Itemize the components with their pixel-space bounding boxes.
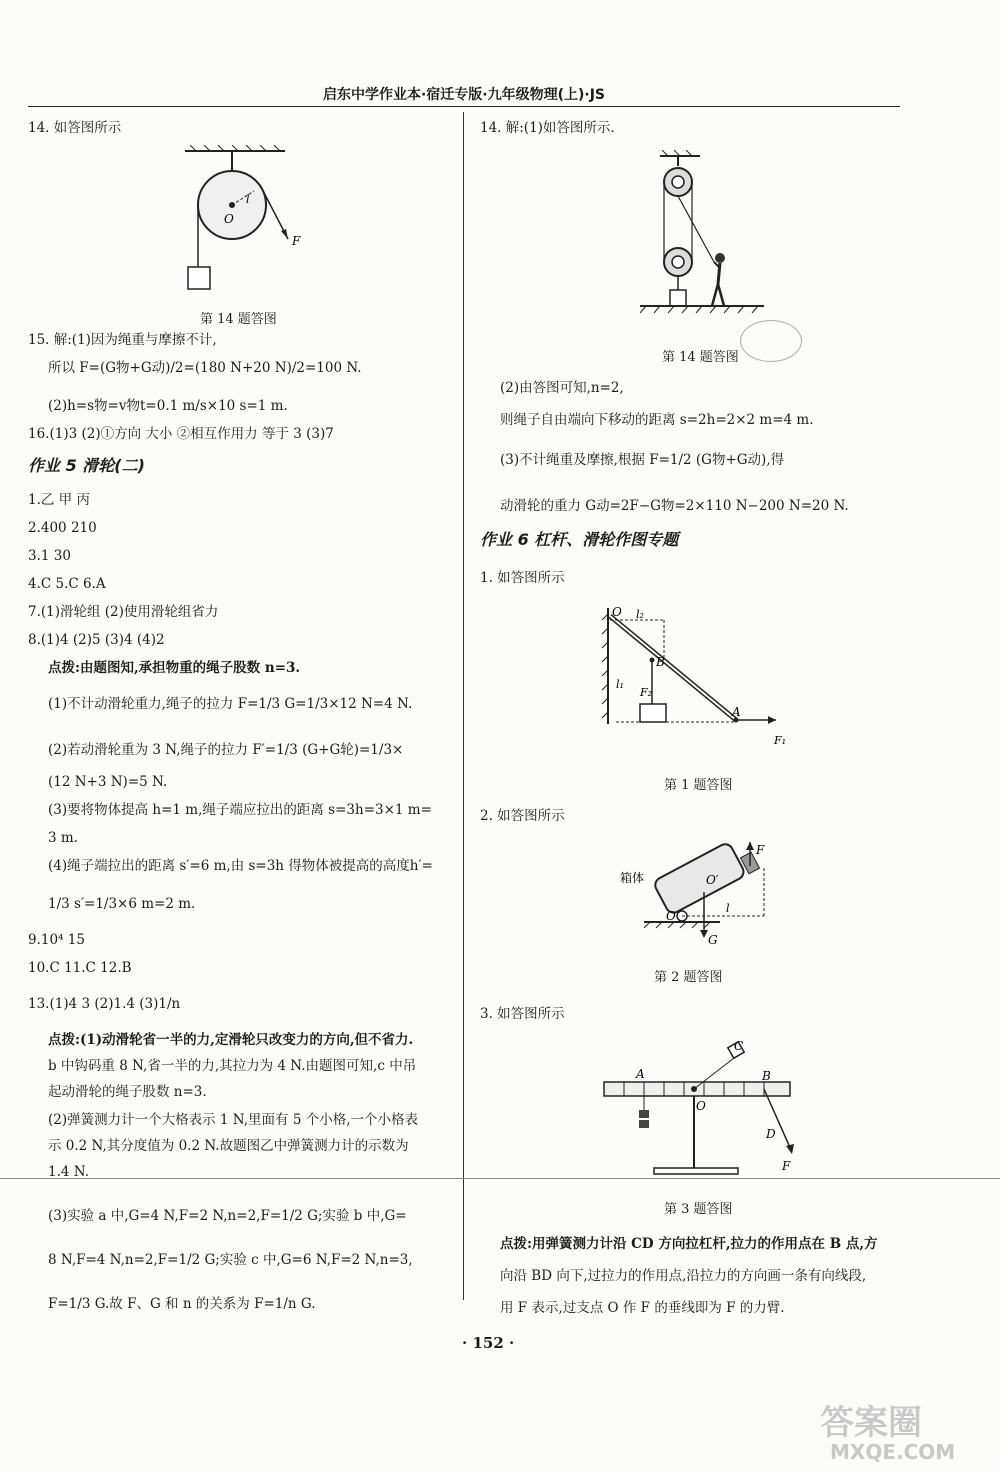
right-line: 14. 解:(1)如答图所示.: [480, 120, 615, 136]
right-line: 点拨:用弹簧测力计沿 CD 方向拉杠杆,拉力的作用点在 B 点,方: [500, 1236, 878, 1252]
fig-label-F: F: [292, 234, 301, 248]
box-figure-2: [610, 838, 780, 950]
watermark-url: MXQE.COM: [830, 1440, 956, 1464]
right-line: 用 F 表示,过支点 O 作 F 的垂线即为 F 的力臂.: [500, 1300, 785, 1316]
left-line: 点拨:由题图知,承担物重的绳子股数 n=3.: [48, 660, 301, 676]
fig-label-G: G: [708, 933, 718, 947]
left-line: (2)若动滑轮重为 3 N,绳子的拉力 F′=1/3 (G+G轮)=1/3×: [48, 742, 404, 758]
left-line: (1)不计动滑轮重力,绳子的拉力 F=1/3 G=1/3×12 N=4 N.: [48, 696, 413, 712]
figure-caption: 第 14 题答图: [662, 350, 739, 365]
page-number: · 152 ·: [462, 1334, 515, 1352]
left-line: 起动滑轮的绳子股数 n=3.: [48, 1084, 207, 1100]
right-line: 2. 如答图所示: [480, 808, 565, 824]
fig-label-A: A: [732, 705, 741, 719]
left-line: 7.(1)滑轮组 (2)使用滑轮组省力: [28, 604, 219, 620]
left-line: 8 N,F=4 N,n=2,F=1/2 G;实验 c 中,G=6 N,F=2 N,n=3,: [48, 1252, 413, 1268]
fig-label-O: O: [612, 605, 622, 619]
left-line: (2)h=s物=v物t=0.1 m/s×10 s=1 m.: [48, 398, 288, 414]
fig-label-F: F: [756, 843, 765, 857]
fig-label-O: O: [696, 1099, 706, 1113]
pulley-figure-left: [180, 145, 310, 305]
left-line: 示 0.2 N,其分度值为 0.2 N.故题图乙中弹簧测力计的示数为: [48, 1138, 409, 1154]
pulley-figure-right: [640, 150, 770, 318]
left-line: F=1/3 G.故 F、G 和 n 的关系为 F=1/n G.: [48, 1296, 316, 1312]
fig-label-F1: F₁: [774, 734, 787, 747]
right-line: (2)由答图可知,n=2,: [500, 380, 624, 396]
left-line: 16.(1)3 (2)①方向 大小 ②相互作用力 等于 3 (3)7: [28, 426, 334, 442]
section-title: 作业 6 杠杆、滑轮作图专题: [480, 530, 679, 549]
left-line: 1.乙 甲 丙: [28, 492, 90, 508]
left-line: (4)绳子端拉出的距离 s′=6 m,由 s=3h 得物体被提高的高度h′=: [48, 858, 433, 874]
figure-caption: 第 1 题答图: [664, 778, 733, 793]
fig-label-O: O: [224, 212, 234, 226]
fig-label-Oprime: O′: [706, 873, 719, 887]
watermark-logo: 答案圈: [820, 1403, 922, 1443]
section-title: 作业 5 滑轮(二): [28, 456, 145, 475]
left-line: 3.1 30: [28, 548, 71, 564]
lever-figure-3: [596, 1036, 806, 1184]
left-line: 15. 解:(1)因为绳重与摩擦不计,: [28, 332, 217, 348]
left-line: 8.(1)4 (2)5 (3)4 (4)2: [28, 632, 165, 648]
fig-label-F2: F₂: [640, 686, 653, 699]
right-line: 向沿 BD 向下,过拉力的作用点,沿拉力的方向画一条有向线段,: [500, 1268, 867, 1284]
right-line: 动滑轮的重力 G动=2F−G物=2×110 N−200 N=20 N.: [500, 498, 849, 514]
right-line: (3)不计绳重及摩擦,根据 F=1/2 (G物+G动),得: [500, 452, 785, 468]
left-line: 点拨:(1)动滑轮省一半的力,定滑轮只改变力的方向,但不省力.: [48, 1032, 414, 1048]
figure-caption: 第 14 题答图: [200, 312, 277, 327]
page-header: 启东中学作业本·宿迁专版·九年级物理(上)·JS: [28, 84, 900, 107]
fig-label-l2: l₂: [636, 608, 644, 621]
left-line: 3 m.: [48, 830, 78, 846]
fig-label-l: l: [726, 902, 730, 915]
left-line: (3)实验 a 中,G=4 N,F=2 N,n=2,F=1/2 G;实验 b 中,G=: [48, 1208, 407, 1224]
left-line: (3)要将物体提高 h=1 m,绳子端应拉出的距离 s=3h=3×1 m=: [48, 802, 432, 818]
fig-label-box: 箱体: [620, 871, 645, 885]
left-line: 所以 F=(G物+G动)/2=(180 N+20 N)/2=100 N.: [48, 360, 362, 376]
right-line: 3. 如答图所示: [480, 1006, 565, 1022]
fig-label-B: B: [762, 1069, 771, 1083]
fig-label-B: B: [656, 655, 665, 669]
scan-rule: [0, 1178, 1000, 1179]
figure-caption: 第 3 题答图: [664, 1202, 733, 1217]
lever-figure-1: [596, 604, 796, 764]
left-line: 13.(1)4 3 (2)1.4 (3)1/n: [28, 996, 181, 1012]
figure-caption: 第 2 题答图: [654, 970, 723, 985]
fig-label-O: O: [666, 909, 676, 923]
right-line: 则绳子自由端向下移动的距离 s=2h=2×2 m=4 m.: [500, 412, 814, 428]
column-divider: [463, 112, 464, 1300]
fig-label-l: l: [246, 193, 250, 206]
left-line: 1/3 s′=1/3×6 m=2 m.: [48, 896, 196, 912]
stamp: [740, 320, 802, 362]
left-line: 1.4 N.: [48, 1164, 90, 1180]
fig-label-F: F: [782, 1159, 791, 1173]
left-line: 10.C 11.C 12.B: [28, 960, 132, 976]
fig-label-C: C: [734, 1039, 744, 1053]
left-line: 14. 如答图所示: [28, 120, 122, 136]
left-line: (2)弹簧测力计一个大格表示 1 N,里面有 5 个小格,一个小格表: [48, 1112, 418, 1128]
left-line: 4.C 5.C 6.A: [28, 576, 106, 592]
left-line: 2.400 210: [28, 520, 97, 536]
left-line: b 中钩码重 8 N,省一半的力,其拉力为 4 N.由题图可知,c 中吊: [48, 1058, 417, 1074]
fig-label-D: D: [766, 1127, 776, 1141]
fig-label-A: A: [636, 1067, 645, 1081]
left-line: (12 N+3 N)=5 N.: [48, 774, 168, 790]
fig-label-l1: l₁: [616, 678, 624, 691]
right-line: 1. 如答图所示: [480, 570, 565, 586]
left-line: 9.10⁴ 15: [28, 932, 85, 948]
